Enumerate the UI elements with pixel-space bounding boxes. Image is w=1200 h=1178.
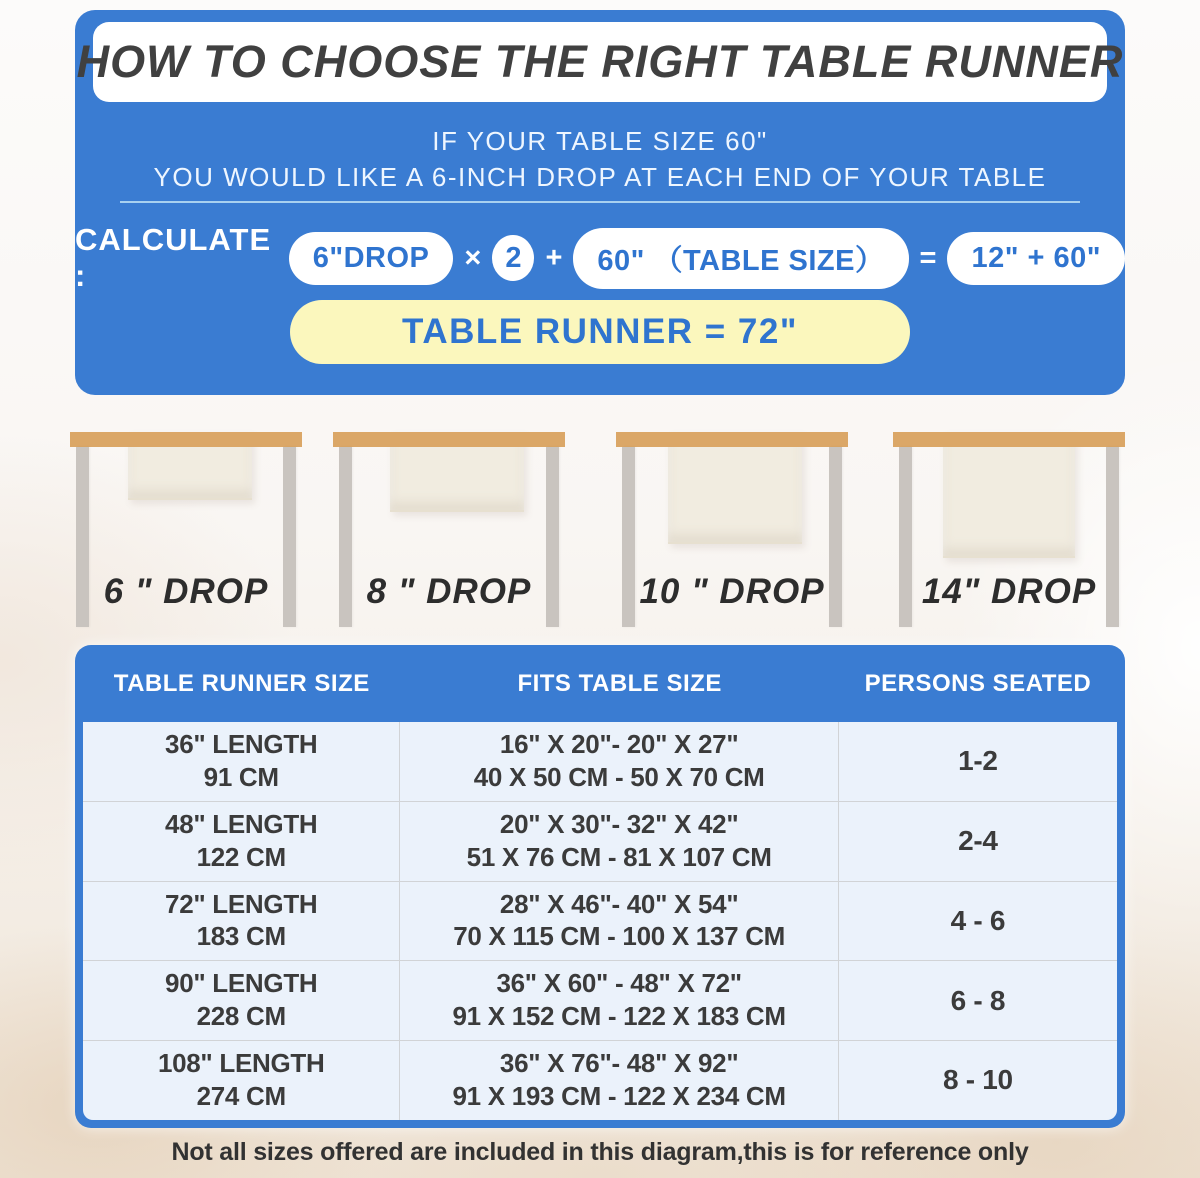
fits-table-size-cell bbox=[400, 961, 838, 1040]
runner-size-cm: 183 CM bbox=[196, 921, 286, 952]
drop-label: 6 " DROP bbox=[103, 572, 269, 611]
table-row bbox=[83, 722, 1117, 801]
persons-seated-value: 1-2 bbox=[958, 745, 998, 777]
runner-size-cell bbox=[83, 961, 400, 1040]
column-header-runner-size: TABLE RUNNER SIZE bbox=[113, 669, 370, 697]
drop-pill: 6"DROP bbox=[289, 232, 454, 285]
tabletop bbox=[70, 432, 302, 447]
runner-size-cell bbox=[83, 722, 400, 801]
fits-size-cm: 91 X 152 CM - 122 X 183 CM bbox=[452, 1001, 786, 1032]
runner-size-inches: 48" LENGTH bbox=[165, 808, 318, 839]
persons-seated-cell bbox=[839, 961, 1117, 1040]
page-title: HOW TO CHOOSE THE RIGHT TABLE RUNNER bbox=[76, 36, 1124, 87]
runner-size-inches: 72" LENGTH bbox=[165, 888, 318, 919]
divider-line bbox=[120, 201, 1080, 203]
title-box bbox=[76, 22, 1124, 102]
size-chart-header bbox=[83, 645, 1117, 722]
tabletop bbox=[616, 432, 848, 447]
runner-size-cell bbox=[83, 882, 400, 961]
multiplier-circle: 2 bbox=[492, 235, 534, 281]
runner-size-inches: 36" LENGTH bbox=[165, 729, 318, 759]
header-panel bbox=[75, 10, 1125, 395]
runner-size-inches: 90" LENGTH bbox=[165, 968, 318, 999]
runner-size-cell bbox=[83, 802, 400, 881]
intro-line-1: IF YOUR TABLE SIZE 60" bbox=[432, 126, 768, 156]
table-runner-cloth bbox=[943, 432, 1075, 558]
fits-size-inches: 28" X 46"- 40" X 54" bbox=[499, 888, 739, 919]
fits-size-inches: 36" X 60" - 48" X 72" bbox=[496, 968, 742, 999]
fits-size-cm: 70 X 115 CM - 100 X 137 CM bbox=[453, 921, 786, 952]
result-pill: TABLE RUNNER = 72" bbox=[290, 300, 910, 364]
runner-size-cm: 228 CM bbox=[196, 1001, 286, 1032]
table-figure-10-inch-drop bbox=[616, 432, 848, 632]
size-chart-panel bbox=[75, 645, 1125, 1128]
fits-size-inches: 16" X 20"- 20" X 27" bbox=[499, 729, 739, 759]
drop-label: 8 " DROP bbox=[366, 572, 532, 611]
table-runner-cloth bbox=[668, 432, 802, 544]
runner-size-cell bbox=[83, 1041, 400, 1120]
persons-seated-value: 2-4 bbox=[958, 825, 998, 857]
tabletop bbox=[333, 432, 565, 447]
persons-seated-value: 4 - 6 bbox=[950, 904, 1006, 936]
column-header-fits-table-size: FITS TABLE SIZE bbox=[517, 669, 722, 697]
runner-size-cm: 274 CM bbox=[196, 1081, 286, 1112]
persons-seated-cell bbox=[839, 1041, 1117, 1120]
fits-table-size-cell bbox=[400, 722, 838, 801]
footer-note: Not all sizes offered are included in this diagram,this is for reference only bbox=[171, 1138, 1029, 1166]
table-row bbox=[83, 881, 1117, 961]
runner-size-inches: 108" LENGTH bbox=[157, 1048, 325, 1079]
persons-seated-value: 6 - 8 bbox=[950, 984, 1006, 1016]
fits-size-inches: 20" X 30"- 32" X 42" bbox=[499, 808, 739, 839]
drop-label: 14" DROP bbox=[921, 572, 1097, 611]
persons-seated-cell bbox=[839, 722, 1117, 801]
equals-sign: = bbox=[919, 241, 937, 274]
runner-size-cm: 122 CM bbox=[196, 841, 286, 872]
calculation-row bbox=[75, 222, 1125, 293]
table-figure-14-inch-drop bbox=[893, 432, 1125, 632]
persons-seated-value: 8 - 10 bbox=[943, 1064, 1013, 1096]
fits-size-inches: 36" X 76"- 48" X 92" bbox=[499, 1048, 739, 1079]
drop-examples bbox=[0, 432, 1200, 640]
fits-size-cm: 51 X 76 CM - 81 X 107 CM bbox=[466, 841, 772, 872]
table-row bbox=[83, 960, 1117, 1040]
intro-line-2: YOU WOULD LIKE A 6-INCH DROP AT EACH END OF YOUR TABLE bbox=[153, 162, 1047, 192]
column-header-persons-seated: PERSONS SEATED bbox=[864, 669, 1092, 697]
plus-sign: + bbox=[545, 241, 563, 274]
size-chart-body bbox=[83, 722, 1117, 1120]
fits-table-size-cell bbox=[400, 1041, 838, 1120]
tabletop bbox=[893, 432, 1125, 447]
table-size-pill: 60" （TABLE SIZE） bbox=[573, 228, 908, 289]
multiply-sign: × bbox=[464, 241, 482, 274]
sum-pill: 12" + 60" bbox=[947, 232, 1125, 285]
persons-seated-cell bbox=[839, 882, 1117, 961]
calculate-label: CALCULATE : bbox=[75, 222, 272, 293]
runner-size-cm: 91 CM bbox=[203, 761, 279, 792]
table-row bbox=[83, 801, 1117, 881]
drop-label: 10 " DROP bbox=[639, 572, 825, 611]
persons-seated-cell bbox=[839, 802, 1117, 881]
table-row bbox=[83, 1040, 1117, 1120]
fits-size-cm: 91 X 193 CM - 122 X 234 CM bbox=[452, 1081, 786, 1112]
fits-size-cm: 40 X 50 CM - 50 X 70 CM bbox=[473, 761, 765, 792]
fits-table-size-cell bbox=[400, 882, 838, 961]
table-figure-6-inch-drop bbox=[70, 432, 302, 632]
table-figure-8-inch-drop bbox=[333, 432, 565, 632]
fits-table-size-cell bbox=[400, 802, 838, 881]
